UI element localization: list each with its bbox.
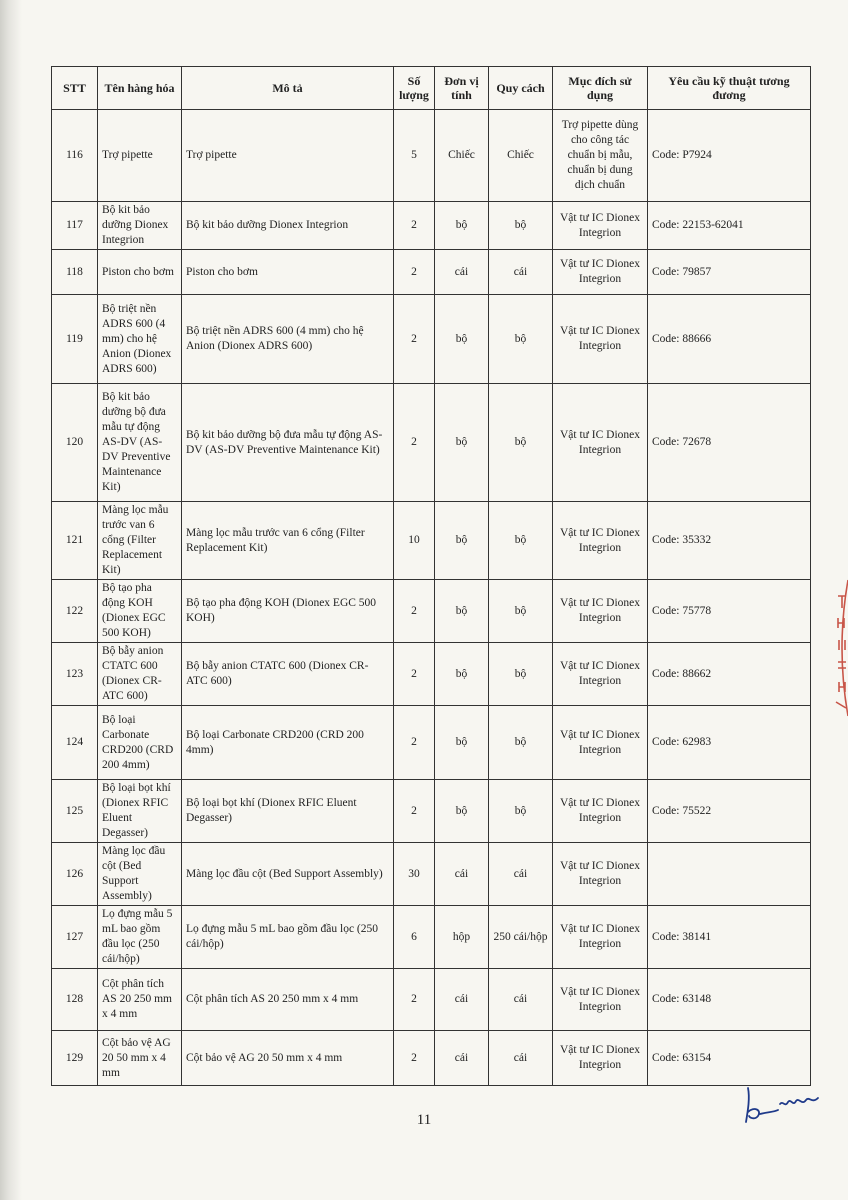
cell-req: Code: 62983 (648, 706, 811, 780)
cell-qty: 5 (394, 110, 435, 202)
scan-edge-shadow (0, 0, 22, 1200)
table-row (52, 969, 811, 1031)
header-stt: STT (52, 67, 98, 110)
cell-name: Cột phân tích AS 20 250 mm x 4 mm (98, 969, 182, 1031)
cell-unit: cái (435, 843, 489, 906)
cell-desc: Piston cho bơm (182, 250, 394, 295)
cell-name: Bộ bẫy anion CTATC 600 (Dionex CR-ATC 600) (98, 643, 182, 706)
table-row (52, 843, 811, 906)
cell-req: Code: 63154 (648, 1031, 811, 1086)
cell-desc: Màng lọc mẫu trước van 6 cổng (Filter Replacement Kit) (182, 502, 394, 580)
cell-desc: Lọ đựng mẫu 5 mL bao gồm đầu lọc (250 cái/hộp) (182, 906, 394, 969)
cell-stt: 116 (52, 110, 98, 202)
cell-stt: 120 (52, 384, 98, 502)
cell-spec: bộ (489, 384, 553, 502)
cell-stt: 121 (52, 502, 98, 580)
cell-unit: cái (435, 250, 489, 295)
cell-qty: 30 (394, 843, 435, 906)
handwritten-signature (738, 1082, 824, 1128)
cell-purpose: Vật tư IC Dionex Integrion (553, 202, 648, 250)
cell-qty: 2 (394, 1031, 435, 1086)
cell-req: Code: 35332 (648, 502, 811, 580)
cell-unit: bộ (435, 706, 489, 780)
cell-desc: Màng lọc đầu cột (Bed Support Assembly) (182, 843, 394, 906)
header-name: Tên hàng hóa (98, 67, 182, 110)
header-req: Yêu cầu kỹ thuật tương đương (648, 67, 811, 110)
cell-unit: bộ (435, 780, 489, 843)
cell-stt: 123 (52, 643, 98, 706)
cell-desc: Trợ pipette (182, 110, 394, 202)
cell-name: Bộ loại Carbonate CRD200 (CRD 200 4mm) (98, 706, 182, 780)
cell-stt: 127 (52, 906, 98, 969)
cell-name: Bộ loại bọt khí (Dionex RFIC Eluent Degasser) (98, 780, 182, 843)
cell-qty: 2 (394, 969, 435, 1031)
table-row (52, 250, 811, 295)
cell-stt: 126 (52, 843, 98, 906)
table-row (52, 643, 811, 706)
cell-desc: Bộ kit bảo dưỡng Dionex Integrion (182, 202, 394, 250)
cell-purpose: Vật tư IC Dionex Integrion (553, 843, 648, 906)
cell-req: Code: 88662 (648, 643, 811, 706)
cell-stt: 129 (52, 1031, 98, 1086)
cell-qty: 2 (394, 580, 435, 643)
table-row (52, 502, 811, 580)
cell-purpose: Vật tư IC Dionex Integrion (553, 969, 648, 1031)
cell-name: Piston cho bơm (98, 250, 182, 295)
cell-spec: cái (489, 969, 553, 1031)
cell-name: Màng lọc mẫu trước van 6 cổng (Filter Replacement Kit) (98, 502, 182, 580)
cell-qty: 2 (394, 780, 435, 843)
cell-desc: Bộ kit bảo dưỡng bộ đưa mẫu tự động AS-DV (AS-DV Preventive Maintenance Kit) (182, 384, 394, 502)
cell-purpose: Vật tư IC Dionex Integrion (553, 906, 648, 969)
cell-purpose: Vật tư IC Dionex Integrion (553, 706, 648, 780)
cell-req: Code: 88666 (648, 295, 811, 384)
cell-desc: Bộ loại Carbonate CRD200 (CRD 200 4mm) (182, 706, 394, 780)
header-spec: Quy cách (489, 67, 553, 110)
table-row (52, 110, 811, 202)
cell-stt: 125 (52, 780, 98, 843)
cell-stt: 119 (52, 295, 98, 384)
table-row (52, 295, 811, 384)
cell-unit: bộ (435, 643, 489, 706)
goods-table (51, 66, 811, 1086)
cell-purpose: Vật tư IC Dionex Integrion (553, 502, 648, 580)
cell-desc: Bộ tạo pha động KOH (Dionex EGC 500 KOH) (182, 580, 394, 643)
cell-purpose: Trợ pipette dùng cho công tác chuẩn bị mẫu, chuẩn bị dung dịch chuẩn (553, 110, 648, 202)
cell-spec: 250 cái/hộp (489, 906, 553, 969)
cell-purpose: Vật tư IC Dionex Integrion (553, 643, 648, 706)
header-desc: Mô tả (182, 67, 394, 110)
cell-spec: cái (489, 843, 553, 906)
cell-req: Code: 38141 (648, 906, 811, 969)
table-row (52, 1031, 811, 1086)
cell-qty: 2 (394, 384, 435, 502)
cell-stt: 124 (52, 706, 98, 780)
cell-req: Code: 22153-62041 (648, 202, 811, 250)
table-row (52, 580, 811, 643)
cell-req: Code: P7924 (648, 110, 811, 202)
cell-spec: bộ (489, 706, 553, 780)
cell-desc: Cột bảo vệ AG 20 50 mm x 4 mm (182, 1031, 394, 1086)
cell-purpose: Vật tư IC Dionex Integrion (553, 580, 648, 643)
cell-stt: 128 (52, 969, 98, 1031)
cell-unit: Chiếc (435, 110, 489, 202)
cell-qty: 2 (394, 643, 435, 706)
cell-unit: hộp (435, 906, 489, 969)
cell-name: Bộ kit bảo dưỡng Dionex Integrion (98, 202, 182, 250)
header-qty: Số lượng (394, 67, 435, 110)
cell-spec: Chiếc (489, 110, 553, 202)
header-purpose: Mục đích sử dụng (553, 67, 648, 110)
cell-spec: cái (489, 1031, 553, 1086)
cell-spec: cái (489, 250, 553, 295)
cell-name: Bộ kit bảo dưỡng bộ đưa mẫu tự động AS-DV (AS-DV Preventive Maintenance Kit) (98, 384, 182, 502)
cell-spec: bộ (489, 580, 553, 643)
cell-req (648, 843, 811, 906)
cell-name: Bộ triệt nền ADRS 600 (4 mm) cho hệ Anion (Dionex ADRS 600) (98, 295, 182, 384)
cell-purpose: Vật tư IC Dionex Integrion (553, 295, 648, 384)
cell-desc: Bộ triệt nền ADRS 600 (4 mm) cho hệ Anion (Dionex ADRS 600) (182, 295, 394, 384)
cell-spec: bộ (489, 780, 553, 843)
cell-qty: 2 (394, 202, 435, 250)
cell-qty: 6 (394, 906, 435, 969)
cell-purpose: Vật tư IC Dionex Integrion (553, 1031, 648, 1086)
cell-req: Code: 63148 (648, 969, 811, 1031)
cell-desc: Bộ loại bọt khí (Dionex RFIC Eluent Degasser) (182, 780, 394, 843)
cell-desc: Cột phân tích AS 20 250 mm x 4 mm (182, 969, 394, 1031)
page-number: 11 (416, 1112, 432, 1128)
cell-name: Cột bảo vệ AG 20 50 mm x 4 mm (98, 1031, 182, 1086)
table-row (52, 384, 811, 502)
cell-unit: bộ (435, 202, 489, 250)
cell-unit: bộ (435, 384, 489, 502)
table-row (52, 780, 811, 843)
cell-name: Màng lọc đầu cột (Bed Support Assembly) (98, 843, 182, 906)
cell-qty: 2 (394, 706, 435, 780)
cell-unit: bộ (435, 502, 489, 580)
cell-name: Lọ đựng mẫu 5 mL bao gồm đầu lọc (250 cái/hộp) (98, 906, 182, 969)
cell-spec: bộ (489, 202, 553, 250)
red-stamp-fragment (832, 578, 848, 718)
table-row (52, 202, 811, 250)
cell-stt: 122 (52, 580, 98, 643)
cell-unit: cái (435, 969, 489, 1031)
cell-req: Code: 75522 (648, 780, 811, 843)
cell-unit: cái (435, 1031, 489, 1086)
cell-name: Bộ tạo pha động KOH (Dionex EGC 500 KOH) (98, 580, 182, 643)
cell-stt: 117 (52, 202, 98, 250)
cell-unit: bộ (435, 580, 489, 643)
cell-purpose: Vật tư IC Dionex Integrion (553, 250, 648, 295)
table-row (52, 706, 811, 780)
cell-req: Code: 72678 (648, 384, 811, 502)
header-unit: Đơn vị tính (435, 67, 489, 110)
cell-stt: 118 (52, 250, 98, 295)
cell-spec: bộ (489, 295, 553, 384)
cell-purpose: Vật tư IC Dionex Integrion (553, 780, 648, 843)
cell-req: Code: 79857 (648, 250, 811, 295)
cell-unit: bộ (435, 295, 489, 384)
cell-spec: bộ (489, 502, 553, 580)
cell-spec: bộ (489, 643, 553, 706)
table-row (52, 906, 811, 969)
header-row (52, 67, 811, 110)
cell-purpose: Vật tư IC Dionex Integrion (553, 384, 648, 502)
cell-req: Code: 75778 (648, 580, 811, 643)
cell-name: Trợ pipette (98, 110, 182, 202)
cell-qty: 2 (394, 250, 435, 295)
cell-qty: 10 (394, 502, 435, 580)
cell-qty: 2 (394, 295, 435, 384)
cell-desc: Bộ bẫy anion CTATC 600 (Dionex CR-ATC 600) (182, 643, 394, 706)
